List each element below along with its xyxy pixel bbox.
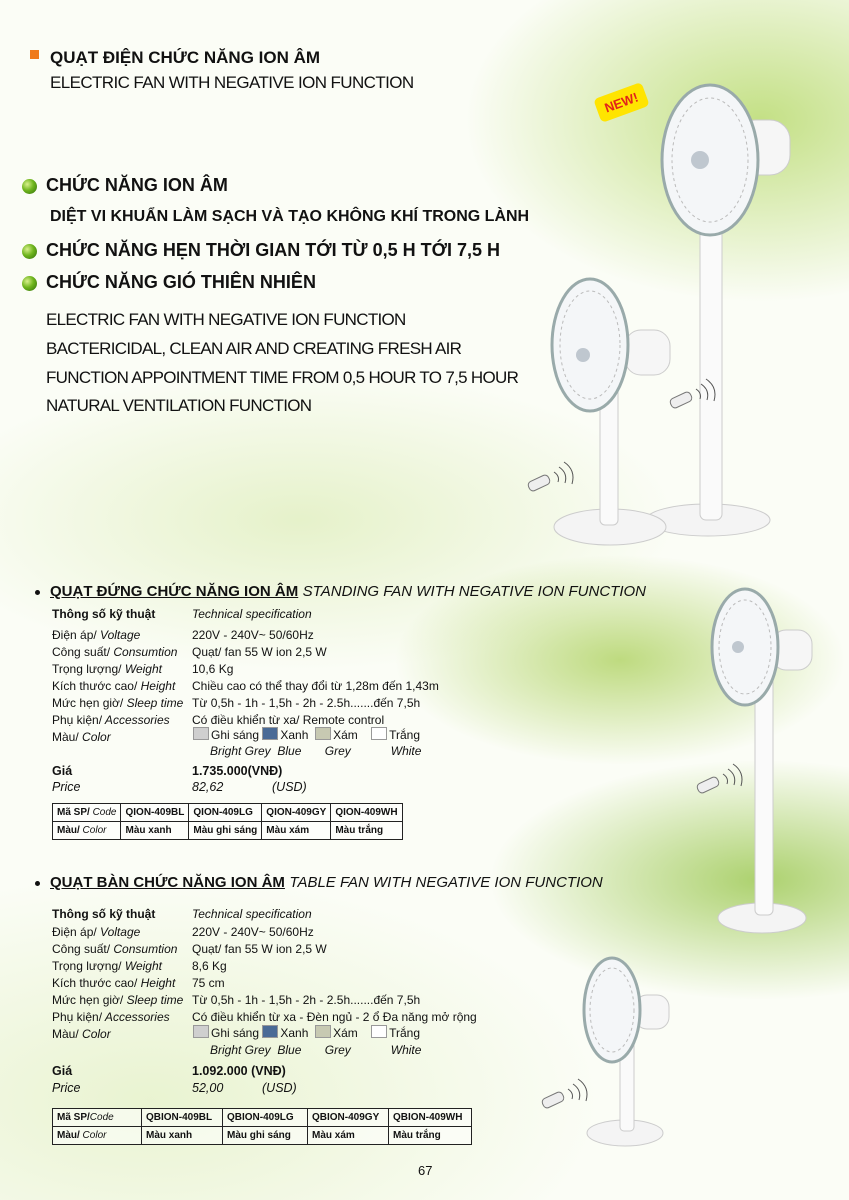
swatch-bright-grey bbox=[193, 727, 209, 740]
table-row: Mã SP/Code QBION-409BL QBION-409LG QBION-409GY QBION-409WH bbox=[53, 1109, 472, 1127]
green-ball-icon bbox=[22, 276, 37, 291]
swatch-blue bbox=[262, 1025, 278, 1038]
table-row: Mã SP/ Code QION-409BL QION-409LG QION-409GY QION-409WH bbox=[53, 804, 403, 822]
short-stand-fan-image bbox=[545, 275, 675, 550]
standing-spec-labels: Điện áp/ Voltage Công suất/ Consumtion Trọng lượng/ Weight Kích thước cao/ Height Mức hẹn giờ/ Sleep time Phụ kiện/ Accessories Màu/ Color bbox=[52, 628, 184, 744]
table-color-swatches: Ghi sáng Xanh Xám Trắng bbox=[193, 1025, 420, 1042]
standing-title-vn: QUẠT ĐỨNG CHỨC NĂNG ION ÂM bbox=[50, 583, 299, 600]
table-row: Màu/ Color Màu xanh Màu ghi sáng Màu xám Màu trắng bbox=[53, 822, 403, 840]
remote-control-icon bbox=[540, 1075, 588, 1115]
header-square-icon bbox=[30, 50, 39, 59]
feature-en-2: BACTERICIDAL, CLEAN AIR AND CREATING FRESH AIR bbox=[46, 339, 462, 358]
table-spec-values: 220V - 240V~ 50/60Hz Quạt/ fan 55 W ion 2,5 W 8,6 Kg 75 cm Từ 0,5h - 1h - 1,5h - 2h - 2.5h.......đến 7,5h Có điều khiển từ xa - Đèn ngủ - 2 ổ Đa năng mở rộng bbox=[192, 925, 477, 1024]
standing-price-vnd: 1.735.000(VNĐ) bbox=[192, 764, 283, 778]
table-fan-image bbox=[580, 955, 680, 1155]
table-usd-label: (USD) bbox=[262, 1081, 297, 1095]
feature-en-3: FUNCTION APPOINTMENT TIME FROM 0,5 HOUR TO 7,5 HOUR bbox=[46, 368, 519, 387]
table-price-vnd: 1.092.000 (VNĐ) bbox=[192, 1064, 286, 1078]
new-badge: NEW! bbox=[596, 85, 647, 121]
standing-code-table bbox=[52, 803, 403, 840]
table-price-label: Giá bbox=[52, 1064, 73, 1078]
remote-control-icon bbox=[668, 375, 716, 415]
feature-en-4: NATURAL VENTILATION FUNCTION bbox=[46, 396, 312, 415]
table-price-label-en: Price bbox=[52, 1081, 81, 1095]
standing-spec-title-en: Technical specification bbox=[192, 607, 312, 621]
feature-1: CHỨC NĂNG ION ÂM bbox=[46, 175, 228, 195]
standing-section-heading bbox=[50, 583, 646, 601]
feature-3: CHỨC NĂNG GIÓ THIÊN NHIÊN bbox=[46, 272, 316, 292]
swatch-grey bbox=[315, 727, 331, 740]
table-title-vn: QUẠT BÀN CHỨC NĂNG ION ÂM bbox=[50, 874, 285, 891]
standing-title-en: STANDING FAN WITH NEGATIVE ION FUNCTION bbox=[302, 583, 647, 600]
standing-price-label-en: Price bbox=[52, 780, 81, 794]
table-code-table bbox=[52, 1108, 472, 1145]
table-section-heading bbox=[50, 874, 603, 892]
feature-en-1: ELECTRIC FAN WITH NEGATIVE ION FUNCTION bbox=[46, 310, 406, 329]
swatch-blue bbox=[262, 727, 278, 740]
swatch-white bbox=[371, 1025, 387, 1038]
green-ball-icon bbox=[22, 244, 37, 259]
feature-2: CHỨC NĂNG HẸN THỜI GIAN TỚI TỪ 0,5 H TỚI 7,5 H bbox=[46, 240, 500, 260]
table-spec-title-vn: Thông số kỹ thuật bbox=[52, 907, 156, 921]
swatch-white bbox=[371, 727, 387, 740]
bullet-dot-icon bbox=[35, 590, 40, 595]
page-subtitle: ELECTRIC FAN WITH NEGATIVE ION FUNCTION bbox=[50, 73, 414, 92]
remote-control-icon bbox=[526, 458, 574, 498]
standing-usd-label: (USD) bbox=[272, 780, 307, 794]
page-title: QUẠT ĐIỆN CHỨC NĂNG ION ÂM bbox=[50, 48, 321, 67]
green-ball-icon bbox=[22, 179, 37, 194]
standing-spec-title-vn: Thông số kỹ thuật bbox=[52, 607, 156, 621]
table-spec-title-en: Technical specification bbox=[192, 907, 312, 921]
standing-price-usd: 82,62 bbox=[192, 780, 224, 794]
standing-price-label: Giá bbox=[52, 764, 73, 778]
swatch-grey bbox=[315, 1025, 331, 1038]
page-number: 67 bbox=[418, 1163, 433, 1178]
table-spec-labels: Điện áp/ Voltage Công suất/ Consumtion Trọng lượng/ Weight Kích thước cao/ Height Mức hẹn giờ/ Sleep time Phụ kiện/ Accessories Màu/ Color bbox=[52, 925, 184, 1041]
table-title-en: TABLE FAN WITH NEGATIVE ION FUNCTION bbox=[289, 874, 603, 891]
bullet-dot-icon bbox=[35, 881, 40, 886]
standing-spec-values: 220V - 240V~ 50/60Hz Quạt/ fan 55 W ion 2,5 W 10,6 Kg Chiều cao có thể thay đổi từ 1,28m đến 1,43m Từ 0,5h - 1h - 1,5h - 2h - 2.5h.......đến 7,5h Có điều khiển từ xa/ Remote control bbox=[192, 628, 439, 727]
feature-1-desc: DIỆT VI KHUẨN LÀM SẠCH VÀ TẠO KHÔNG KHÍ TRONG LÀNH bbox=[50, 208, 530, 225]
table-color-names-en: Bright Grey Blue Grey White bbox=[210, 1043, 422, 1057]
swatch-bright-grey bbox=[193, 1025, 209, 1038]
standing-color-swatches: Ghi sáng Xanh Xám Trắng bbox=[193, 727, 420, 744]
standing-color-names-en: Bright Grey Blue Grey White bbox=[210, 744, 422, 758]
table-row: Màu/ Color Màu xanh Màu ghi sáng Màu xám Màu trắng bbox=[53, 1127, 472, 1145]
remote-control-icon bbox=[695, 760, 743, 800]
table-price-usd: 52,00 bbox=[192, 1081, 224, 1095]
